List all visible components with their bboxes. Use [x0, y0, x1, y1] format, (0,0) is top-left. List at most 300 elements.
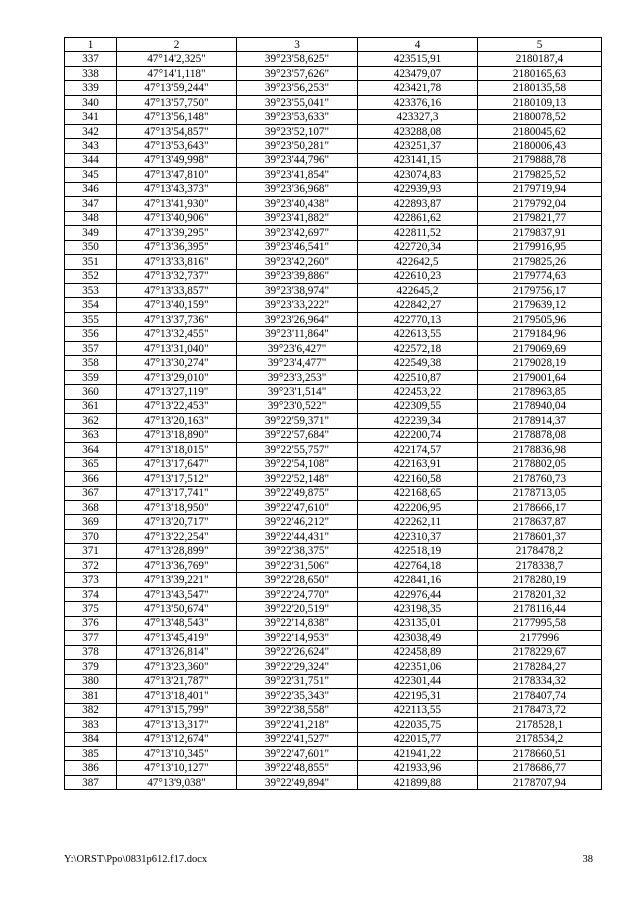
table-cell: 422842,27	[358, 298, 478, 312]
table-cell: 338	[65, 66, 117, 80]
table-cell: 2178963,85	[478, 385, 602, 399]
table-row	[65, 226, 602, 240]
table-cell: 366	[65, 472, 117, 486]
table-cell: 47°13'37,736"	[117, 312, 237, 326]
table-cell: 348	[65, 211, 117, 225]
table-cell: 349	[65, 226, 117, 240]
table-cell: 377	[65, 631, 117, 645]
table-row	[65, 110, 602, 124]
table-cell: 39°22'49,894"	[237, 775, 358, 789]
table-cell: 39°22'48,855"	[237, 761, 358, 775]
table-cell: 422262,11	[358, 515, 478, 529]
header-row	[65, 38, 602, 52]
table-cell: 47°13'36,395"	[117, 240, 237, 254]
table-cell: 2179837,91	[478, 226, 602, 240]
table-row	[65, 428, 602, 442]
table-row	[65, 674, 602, 688]
table-row	[65, 414, 602, 428]
table-cell: 342	[65, 124, 117, 138]
table-cell: 422301,44	[358, 674, 478, 688]
table-row	[65, 544, 602, 558]
table-cell: 423288,08	[358, 124, 478, 138]
table-cell: 2178280,19	[478, 573, 602, 587]
table-cell: 39°22'52,148"	[237, 472, 358, 486]
table-cell: 423141,15	[358, 153, 478, 167]
table-cell: 373	[65, 573, 117, 587]
table-cell: 422893,87	[358, 197, 478, 211]
table-cell: 47°13'54,857"	[117, 124, 237, 138]
table-cell: 423198,35	[358, 602, 478, 616]
table-cell: 47°13'22,453"	[117, 399, 237, 413]
table-cell: 2179028,19	[478, 356, 602, 370]
table-cell: 47°13'30,274"	[117, 356, 237, 370]
table-cell: 423327,3	[358, 110, 478, 124]
table-cell: 422841,16	[358, 573, 478, 587]
table-cell: 2179719,94	[478, 182, 602, 196]
table-cell: 422861,62	[358, 211, 478, 225]
table-row	[65, 746, 602, 760]
table-cell: 47°13'20,717"	[117, 515, 237, 529]
table-cell: 2178914,37	[478, 414, 602, 428]
table-cell: 39°22'38,558"	[237, 703, 358, 717]
table-cell: 39°23'53,633"	[237, 110, 358, 124]
table-cell: 422939,93	[358, 182, 478, 196]
table-cell: 423515,91	[358, 52, 478, 66]
table-cell: 2177995,58	[478, 616, 602, 630]
table-row	[65, 486, 602, 500]
table-cell: 39°22'44,431"	[237, 529, 358, 543]
table-cell: 39°23'58,625"	[237, 52, 358, 66]
table-cell: 39°22'47,610"	[237, 501, 358, 515]
table-cell: 382	[65, 703, 117, 717]
table-cell: 2180006,43	[478, 139, 602, 153]
table-cell: 385	[65, 746, 117, 760]
table-cell: 344	[65, 153, 117, 167]
table-cell: 47°13'20,163"	[117, 414, 237, 428]
table-cell: 423251,37	[358, 139, 478, 153]
table-cell: 39°22'35,343"	[237, 689, 358, 703]
table-cell: 354	[65, 298, 117, 312]
table-cell: 362	[65, 414, 117, 428]
table-cell: 422610,23	[358, 269, 478, 283]
table-row	[65, 255, 602, 269]
table-cell: 2178201,32	[478, 587, 602, 601]
table-cell: 39°22'26,624"	[237, 645, 358, 659]
table-cell: 47°13'12,674"	[117, 732, 237, 746]
table-cell: 423421,78	[358, 81, 478, 95]
table-cell: 422015,77	[358, 732, 478, 746]
table-cell: 39°23'38,974"	[237, 283, 358, 297]
table-row	[65, 95, 602, 109]
table-cell: 372	[65, 558, 117, 572]
table-cell: 421941,22	[358, 746, 478, 760]
table-cell: 2178666,17	[478, 501, 602, 515]
table-row	[65, 443, 602, 457]
table-cell: 39°22'41,527"	[237, 732, 358, 746]
table-cell: 2177996	[478, 631, 602, 645]
table-cell: 39°23'55,041"	[237, 95, 358, 109]
table-cell: 47°13'18,890"	[117, 428, 237, 442]
table-cell: 2178878,08	[478, 428, 602, 442]
table-cell: 421899,88	[358, 775, 478, 789]
table-cell: 422351,06	[358, 660, 478, 674]
table-row	[65, 327, 602, 341]
table-row	[65, 558, 602, 572]
table-cell: 47°13'21,787"	[117, 674, 237, 688]
table-cell: 2179069,69	[478, 341, 602, 355]
table-row	[65, 356, 602, 370]
table-cell: 378	[65, 645, 117, 659]
table-cell: 370	[65, 529, 117, 543]
table-cell: 2178334,32	[478, 674, 602, 688]
table-cell: 422458,89	[358, 645, 478, 659]
table-cell: 422310,37	[358, 529, 478, 543]
table-row	[65, 52, 602, 66]
table-cell: 39°23'52,107"	[237, 124, 358, 138]
table-cell: 47°13'26,814"	[117, 645, 237, 659]
table-cell: 374	[65, 587, 117, 601]
table-cell: 352	[65, 269, 117, 283]
table-cell: 423074,83	[358, 168, 478, 182]
table-cell: 39°22'31,751"	[237, 674, 358, 688]
table-row	[65, 761, 602, 775]
table-cell: 47°13'43,547"	[117, 587, 237, 601]
table-row	[65, 631, 602, 645]
table-row	[65, 370, 602, 384]
table-row	[65, 341, 602, 355]
table-cell: 376	[65, 616, 117, 630]
table-cell: 39°23'4,477"	[237, 356, 358, 370]
table-cell: 423135,01	[358, 616, 478, 630]
table-cell: 2179001,64	[478, 370, 602, 384]
table-cell: 379	[65, 660, 117, 674]
table-cell: 2180135,58	[478, 81, 602, 95]
table-cell: 360	[65, 385, 117, 399]
table-cell: 2179825,52	[478, 168, 602, 182]
table-cell: 39°23'6,427"	[237, 341, 358, 355]
table-row	[65, 139, 602, 153]
table-row	[65, 587, 602, 601]
table-cell: 357	[65, 341, 117, 355]
header-cell: 4	[358, 38, 478, 52]
table-cell: 421933,96	[358, 761, 478, 775]
table-cell: 2178637,87	[478, 515, 602, 529]
table-cell: 2178802,05	[478, 457, 602, 471]
table-cell: 47°14'1,118"	[117, 66, 237, 80]
table-cell: 359	[65, 370, 117, 384]
table-row	[65, 182, 602, 196]
header-cell: 1	[65, 38, 117, 52]
table-cell: 422200,74	[358, 428, 478, 442]
table-cell: 422976,44	[358, 587, 478, 601]
table-cell: 341	[65, 110, 117, 124]
table-cell: 2178686,77	[478, 761, 602, 775]
table-cell: 39°23'41,882"	[237, 211, 358, 225]
table-cell: 39°22'24,770"	[237, 587, 358, 601]
table-cell: 423479,07	[358, 66, 478, 80]
table-cell: 2179639,12	[478, 298, 602, 312]
table-cell: 422572,18	[358, 341, 478, 355]
table-cell: 2178836,98	[478, 443, 602, 457]
table-row	[65, 66, 602, 80]
table-cell: 2178528,1	[478, 718, 602, 732]
table-cell: 39°22'55,757"	[237, 443, 358, 457]
table-cell: 350	[65, 240, 117, 254]
table-row	[65, 124, 602, 138]
table-cell: 422613,55	[358, 327, 478, 341]
table-cell: 39°23'50,281"	[237, 139, 358, 153]
table-cell: 369	[65, 515, 117, 529]
table-cell: 47°13'32,455"	[117, 327, 237, 341]
table-cell: 347	[65, 197, 117, 211]
table-cell: 2179756,17	[478, 283, 602, 297]
table-cell: 47°13'50,674"	[117, 602, 237, 616]
table-cell: 47°13'33,816"	[117, 255, 237, 269]
table-cell: 39°23'42,260"	[237, 255, 358, 269]
table-cell: 2179505,96	[478, 312, 602, 326]
table-cell: 2180078,52	[478, 110, 602, 124]
table-cell: 2179792,04	[478, 197, 602, 211]
table-cell: 39°22'31,506"	[237, 558, 358, 572]
page-number: 38	[582, 854, 593, 865]
table-cell: 375	[65, 602, 117, 616]
table-cell: 2178116,44	[478, 602, 602, 616]
table-cell: 39°22'14,953"	[237, 631, 358, 645]
table-cell: 47°13'32,737"	[117, 269, 237, 283]
table-row	[65, 732, 602, 746]
header-cell: 5	[478, 38, 602, 52]
table-cell: 384	[65, 732, 117, 746]
table-cell: 47°13'59,244"	[117, 81, 237, 95]
table-cell: 2179821,77	[478, 211, 602, 225]
table-cell: 47°13'39,221"	[117, 573, 237, 587]
table-cell: 47°13'40,159"	[117, 298, 237, 312]
header-cell: 3	[237, 38, 358, 52]
table-cell: 368	[65, 501, 117, 515]
table-cell: 2178407,74	[478, 689, 602, 703]
table-cell: 346	[65, 182, 117, 196]
table-cell: 47°13'56,148"	[117, 110, 237, 124]
table-cell: 39°22'47,601"	[237, 746, 358, 760]
table-cell: 365	[65, 457, 117, 471]
table-cell: 47°13'22,254"	[117, 529, 237, 543]
table-cell: 39°22'49,875"	[237, 486, 358, 500]
table-cell: 39°22'59,371"	[237, 414, 358, 428]
table-cell: 2179888,78	[478, 153, 602, 167]
table-cell: 361	[65, 399, 117, 413]
table-cell: 2180165,63	[478, 66, 602, 80]
table-row	[65, 168, 602, 182]
table-cell: 47°13'10,345"	[117, 746, 237, 760]
table-cell: 422770,13	[358, 312, 478, 326]
table-cell: 423038,49	[358, 631, 478, 645]
footer-file-path: Y:\ORST\Ppo\0831p612.f17.docx	[64, 854, 208, 865]
table-cell: 351	[65, 255, 117, 269]
table-cell: 2178478,2	[478, 544, 602, 558]
header-cell: 2	[117, 38, 237, 52]
table-cell: 422518,19	[358, 544, 478, 558]
table-cell: 386	[65, 761, 117, 775]
table-cell: 39°23'42,697"	[237, 226, 358, 240]
table-cell: 2178534,2	[478, 732, 602, 746]
table-cell: 2179184,96	[478, 327, 602, 341]
table-cell: 47°13'57,750"	[117, 95, 237, 109]
coordinates-table	[64, 37, 602, 790]
table-cell: 339	[65, 81, 117, 95]
table-cell: 47°13'17,512"	[117, 472, 237, 486]
table-cell: 422174,57	[358, 443, 478, 457]
table-cell: 2178713,05	[478, 486, 602, 500]
table-cell: 39°23'40,438"	[237, 197, 358, 211]
table-cell: 47°13'43,373"	[117, 182, 237, 196]
table-cell: 47°13'18,015"	[117, 443, 237, 457]
table-cell: 422510,87	[358, 370, 478, 384]
table-cell: 2178338,7	[478, 558, 602, 572]
table-row	[65, 689, 602, 703]
table-cell: 39°22'54,108"	[237, 457, 358, 471]
table-cell: 47°13'18,950"	[117, 501, 237, 515]
table-row	[65, 240, 602, 254]
table-cell: 47°13'17,647"	[117, 457, 237, 471]
table-cell: 47°13'48,543"	[117, 616, 237, 630]
table-cell: 364	[65, 443, 117, 457]
table-row	[65, 775, 602, 789]
table-cell: 2178707,94	[478, 775, 602, 789]
table-cell: 422163,91	[358, 457, 478, 471]
table-row	[65, 501, 602, 515]
table-cell: 47°13'15,799"	[117, 703, 237, 717]
table-cell: 47°13'31,040"	[117, 341, 237, 355]
table-row	[65, 211, 602, 225]
table-cell: 380	[65, 674, 117, 688]
table-cell: 337	[65, 52, 117, 66]
table-cell: 47°13'47,810"	[117, 168, 237, 182]
table-cell: 363	[65, 428, 117, 442]
table-row	[65, 385, 602, 399]
table-cell: 39°22'20,519"	[237, 602, 358, 616]
table-row	[65, 472, 602, 486]
table-header	[65, 38, 602, 52]
table-cell: 422160,58	[358, 472, 478, 486]
table-cell: 422811,52	[358, 226, 478, 240]
table-row	[65, 645, 602, 659]
table-row	[65, 399, 602, 413]
table-cell: 422035,75	[358, 718, 478, 732]
table-row	[65, 616, 602, 630]
table-cell: 47°13'53,643"	[117, 139, 237, 153]
table-cell: 383	[65, 718, 117, 732]
table-cell: 2178601,37	[478, 529, 602, 543]
table-row	[65, 153, 602, 167]
table-cell: 2178473,72	[478, 703, 602, 717]
table-cell: 39°23'11,864"	[237, 327, 358, 341]
table-cell: 371	[65, 544, 117, 558]
table-cell: 422239,34	[358, 414, 478, 428]
table-body	[65, 52, 602, 790]
table-row	[65, 298, 602, 312]
table-cell: 47°13'13,317"	[117, 718, 237, 732]
table-cell: 422645,2	[358, 283, 478, 297]
table-cell: 2178940,04	[478, 399, 602, 413]
table-cell: 39°22'28,650"	[237, 573, 358, 587]
table-cell: 381	[65, 689, 117, 703]
table-cell: 422195,31	[358, 689, 478, 703]
table-cell: 39°23'57,626"	[237, 66, 358, 80]
table-row	[65, 660, 602, 674]
table-cell: 47°14'2,325"	[117, 52, 237, 66]
table-cell: 2179916,95	[478, 240, 602, 254]
table-row	[65, 529, 602, 543]
table-cell: 47°13'40,906"	[117, 211, 237, 225]
table-cell: 39°23'33,222"	[237, 298, 358, 312]
table-cell: 340	[65, 95, 117, 109]
table-cell: 47°13'29,010"	[117, 370, 237, 384]
table-cell: 358	[65, 356, 117, 370]
table-cell: 422720,34	[358, 240, 478, 254]
table-cell: 39°23'56,253"	[237, 81, 358, 95]
table-cell: 422642,5	[358, 255, 478, 269]
table-cell: 2178660,51	[478, 746, 602, 760]
table-cell: 2180045,62	[478, 124, 602, 138]
table-cell: 39°23'1,514"	[237, 385, 358, 399]
table-cell: 2180187,4	[478, 52, 602, 66]
table-row	[65, 81, 602, 95]
table-cell: 47°13'33,857"	[117, 283, 237, 297]
table-row	[65, 703, 602, 717]
table-cell: 47°13'39,295"	[117, 226, 237, 240]
table-cell: 422309,55	[358, 399, 478, 413]
table-row	[65, 515, 602, 529]
table-cell: 422206,95	[358, 501, 478, 515]
table-cell: 47°13'23,360"	[117, 660, 237, 674]
table-cell: 39°22'14,838"	[237, 616, 358, 630]
table-cell: 47°13'41,930"	[117, 197, 237, 211]
table-cell: 422453,22	[358, 385, 478, 399]
table-cell: 39°22'29,324"	[237, 660, 358, 674]
table-cell: 39°22'41,218"	[237, 718, 358, 732]
table-cell: 47°13'45,419"	[117, 631, 237, 645]
table-cell: 423376,16	[358, 95, 478, 109]
table-cell: 47°13'36,769"	[117, 558, 237, 572]
table-cell: 39°22'57,684"	[237, 428, 358, 442]
table-row	[65, 269, 602, 283]
table-cell: 345	[65, 168, 117, 182]
table-cell: 39°23'44,796"	[237, 153, 358, 167]
table-cell: 422764,18	[358, 558, 478, 572]
table-cell: 367	[65, 486, 117, 500]
table-cell: 39°23'36,968"	[237, 182, 358, 196]
table-cell: 2180109,13	[478, 95, 602, 109]
table-cell: 47°13'18,401"	[117, 689, 237, 703]
table-cell: 39°23'3,253"	[237, 370, 358, 384]
table-cell: 47°13'28,899"	[117, 544, 237, 558]
table-cell: 47°13'10,127"	[117, 761, 237, 775]
table-cell: 422113,55	[358, 703, 478, 717]
table-cell: 422549,38	[358, 356, 478, 370]
table-cell: 39°23'0,522"	[237, 399, 358, 413]
table-row	[65, 457, 602, 471]
table-row	[65, 283, 602, 297]
table-cell: 2178760,73	[478, 472, 602, 486]
table-row	[65, 718, 602, 732]
table-row	[65, 312, 602, 326]
table-cell: 2179774,63	[478, 269, 602, 283]
table-cell: 47°13'9,038"	[117, 775, 237, 789]
table-cell: 422168,65	[358, 486, 478, 500]
table-cell: 39°23'41,854"	[237, 168, 358, 182]
table-cell: 356	[65, 327, 117, 341]
table-cell: 47°13'17,741"	[117, 486, 237, 500]
